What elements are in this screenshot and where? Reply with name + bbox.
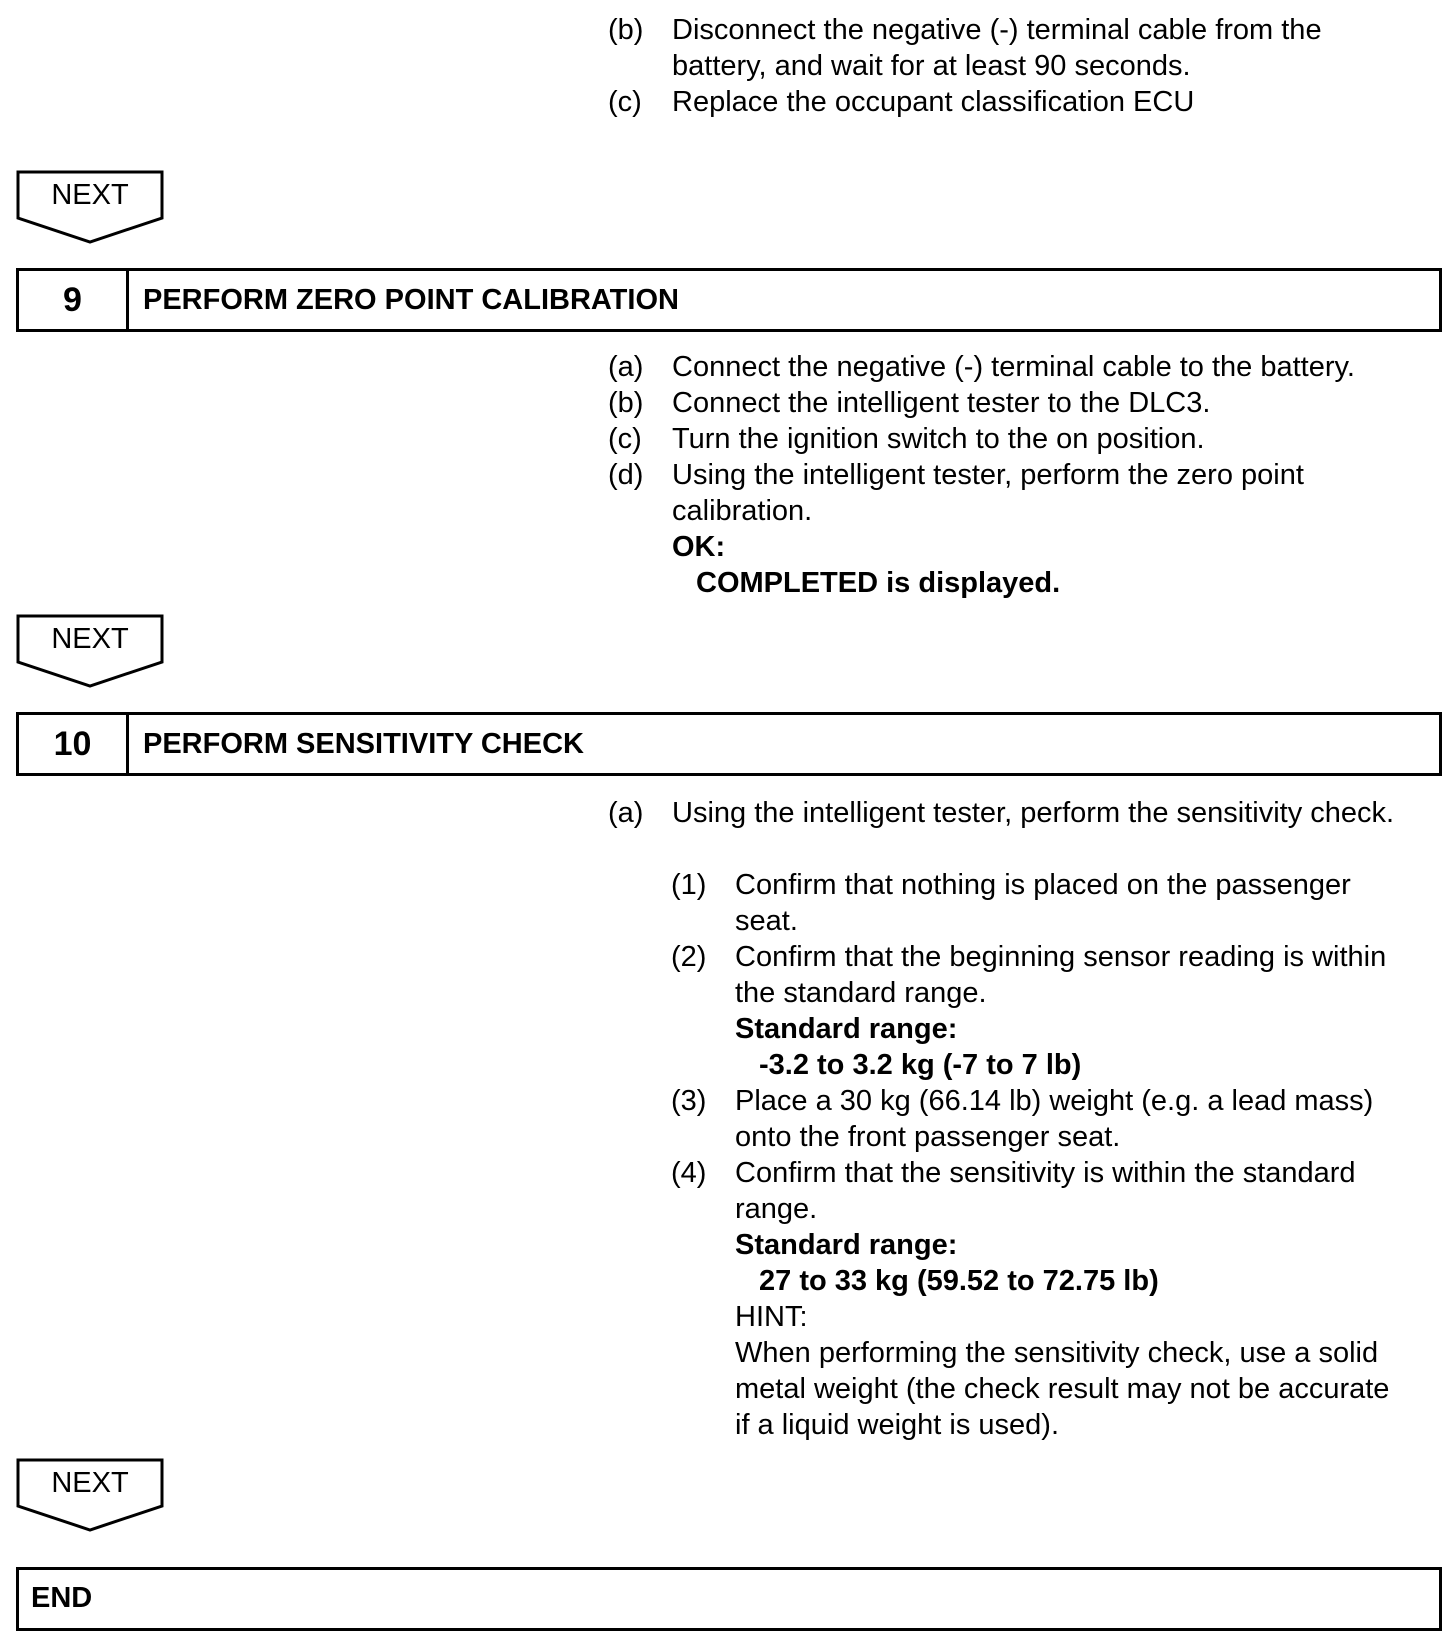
- subitem-label: (2): [671, 941, 707, 973]
- subitem-text: Place a 30 kg (66.14 lb) weight (e.g. a lead mass): [735, 1085, 1374, 1117]
- subitem-label: (4): [671, 1157, 707, 1189]
- standard-range-label: Standard range:: [735, 1229, 958, 1261]
- standard-range-value: 27 to 33 kg (59.52 to 72.75 lb): [759, 1265, 1159, 1297]
- item-text: Connect the intelligent tester to the DLC3.: [672, 387, 1211, 419]
- end-label: END: [31, 1582, 93, 1614]
- subitem-text: Confirm that nothing is placed on the passenger: [735, 869, 1351, 901]
- step-title: PERFORM SENSITIVITY CHECK: [143, 728, 584, 760]
- end-box: [16, 1567, 1442, 1631]
- item-text: calibration.: [672, 495, 813, 527]
- hint-text: if a liquid weight is used).: [735, 1409, 1059, 1441]
- item-text: Using the intelligent tester, perform the sensitivity check.: [672, 797, 1395, 829]
- item-text: Connect the negative (-) terminal cable to the battery.: [672, 351, 1355, 383]
- ok-label: OK:: [672, 531, 726, 563]
- hint-text: metal weight (the check result may not be accurate: [735, 1373, 1390, 1405]
- item-label: (c): [608, 423, 642, 455]
- step-number: 10: [19, 715, 129, 773]
- next-arrow: [16, 170, 164, 246]
- step-label: (b): [608, 14, 644, 46]
- subitem-text: range.: [735, 1193, 818, 1225]
- step-text: Disconnect the negative (-) terminal cable from the: [672, 14, 1322, 46]
- subitem-label: (1): [671, 869, 707, 901]
- subitem-text: seat.: [735, 905, 798, 937]
- step-header-9: [16, 268, 1442, 332]
- subitem-text: Confirm that the sensitivity is within the standard: [735, 1157, 1356, 1189]
- item-label: (a): [608, 797, 644, 829]
- hint-label: HINT:: [735, 1301, 808, 1333]
- subitem-text: the standard range.: [735, 977, 987, 1009]
- subitem-text: Confirm that the beginning sensor reading is within: [735, 941, 1387, 973]
- next-label: NEXT: [51, 179, 129, 211]
- standard-range-label: Standard range:: [735, 1013, 958, 1045]
- step-title: PERFORM ZERO POINT CALIBRATION: [143, 284, 679, 316]
- next-arrow: [16, 1458, 164, 1534]
- item-text: Turn the ignition switch to the on position.: [672, 423, 1205, 455]
- next-label: NEXT: [51, 1467, 129, 1499]
- step-header-10: [16, 712, 1442, 776]
- hint-text: When performing the sensitivity check, use a solid: [735, 1337, 1379, 1369]
- item-label: (a): [608, 351, 644, 383]
- item-label: (b): [608, 387, 644, 419]
- step-label: (c): [608, 86, 642, 118]
- next-label: NEXT: [51, 623, 129, 655]
- ok-value: COMPLETED is displayed.: [696, 567, 1061, 599]
- step-text: battery, and wait for at least 90 seconds.: [672, 50, 1191, 82]
- standard-range-value: -3.2 to 3.2 kg (-7 to 7 lb): [759, 1049, 1082, 1081]
- item-label: (d): [608, 459, 644, 491]
- step-text: Replace the occupant classification ECU: [672, 86, 1195, 118]
- subitem-text: onto the front passenger seat.: [735, 1121, 1121, 1153]
- next-arrow: [16, 614, 164, 690]
- subitem-label: (3): [671, 1085, 707, 1117]
- step-number: 9: [19, 271, 129, 329]
- item-text: Using the intelligent tester, perform the zero point: [672, 459, 1304, 491]
